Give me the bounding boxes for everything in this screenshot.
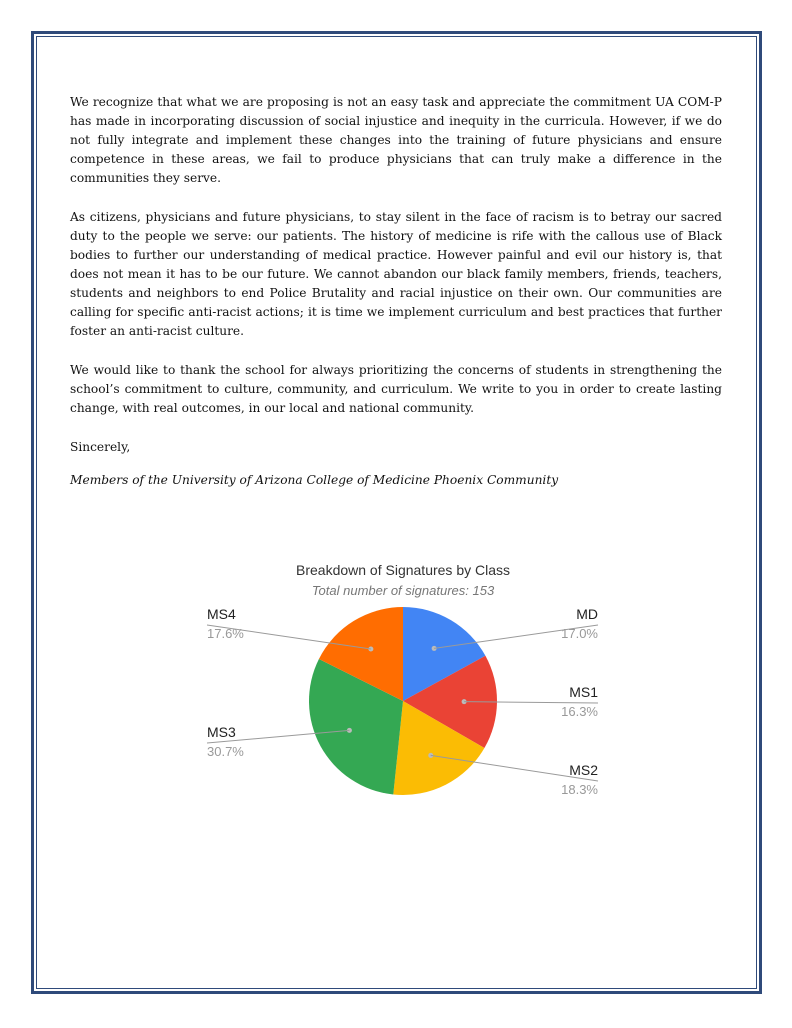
slice-label-md: MD [576, 606, 598, 622]
paragraph-3: We would like to thank the school for always prioritizing the concerns of students in strengthening the school’s commitment to culture, community, and curriculum. We write to you in order to create lasting change, with real outcomes, in our local and national community. [70, 363, 722, 415]
slice-percent-md: 17.0% [561, 626, 598, 641]
slice-label-ms4: MS4 [207, 606, 236, 622]
slice-label-ms2: MS2 [569, 762, 598, 778]
letter-body [70, 93, 722, 510]
signature: Members of the University of Arizona College of Medicine Phoenix Community [70, 473, 559, 487]
slice-percent-ms1: 16.3% [561, 704, 598, 719]
slice-percent-ms4: 17.6% [207, 626, 244, 641]
chart-subtitle: Total number of signatures: 153 [311, 583, 495, 598]
slice-percent-ms2: 18.3% [561, 782, 598, 797]
slice-label-ms1: MS1 [569, 684, 598, 700]
slice-percent-ms3: 30.7% [207, 744, 244, 759]
paragraph-2: As citizens, physicians and future physicians, to stay silent in the face of racism is to betray our sacred duty to the people we serve: our patients. The history of medicine is rife with the callous use of Black bodies to further our understanding of medical practice. However painful and evil our history is, that does not mean it has to be our future. We cannot abandon our black family members, friends, teachers, students and neighbors to end Police Brutality and racial injustice on their own. Our communities are calling for specific anti-racist actions; it is time we implement curriculum and best practices that further foster an anti-racist culture. [70, 210, 722, 338]
chart-title: Breakdown of Signatures by Class [296, 562, 510, 578]
paragraph-1: We recognize that what we are proposing is not an easy task and appreciate the commitment UA COM-P has made in incorporating discussion of social injustice and inequity in the curricula. However, if we do not fully integrate and implement these changes into the training of future physicians and ensure competence in these areas, we fail to produce physicians that can truly make a difference in the communities they serve. [70, 95, 722, 185]
slice-label-ms3: MS3 [207, 724, 236, 740]
closing: Sincerely, [70, 440, 131, 454]
